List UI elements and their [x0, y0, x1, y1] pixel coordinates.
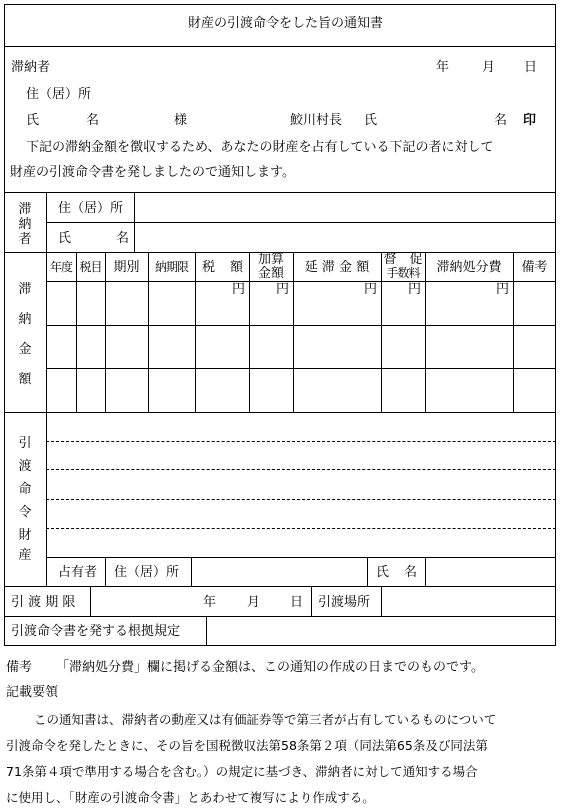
amount-side-char-3: 金 [18, 342, 32, 357]
official-seal: 印 [523, 113, 537, 128]
amount-header-bottom [46, 281, 556, 282]
property-line-4 [46, 528, 556, 529]
property-section-bottom [4, 586, 556, 587]
taxpayer-name-label-2: 名 [116, 231, 130, 246]
body-text-line-2: 財産の引渡命令書を発しましたので通知します。 [10, 165, 295, 180]
remark-text: 「滞納処分費」欄に掲げる金額は、この通知の作成の日までのものです。 [56, 660, 484, 675]
taxpayer-label: 滞納者 [11, 60, 51, 75]
remark-label: 備考 [6, 660, 33, 675]
amount-side-divider [46, 252, 47, 586]
amount-row-divider-2 [46, 368, 556, 369]
property-side-char-3: 命 [18, 482, 32, 497]
delivery-divider-1 [90, 586, 91, 616]
delivery-divider-2 [311, 586, 312, 616]
delivery-divider-3 [381, 586, 382, 616]
property-line-2 [46, 469, 556, 470]
date-year: 年 [436, 60, 450, 75]
col-header-delinquent: 延 滞 金 額 [304, 260, 370, 275]
col-header-demand-2: 手数料 [386, 266, 420, 280]
col-header-tax-amount-2: 額 [230, 260, 244, 275]
possessor-divider-3 [367, 557, 368, 586]
possessor-address-label: 住（居）所 [114, 565, 180, 580]
amount-col-divider-1 [76, 252, 77, 412]
col-header-additional-1: 加算 [257, 252, 284, 267]
form-title: 財産の引渡命令をした旨の通知書 [188, 16, 384, 31]
delivery-row-bottom [4, 616, 556, 617]
property-side-char-5: 財 [18, 528, 32, 543]
title-divider [4, 46, 556, 47]
yen-demand: 円 [407, 282, 421, 297]
yen-disposition: 円 [495, 282, 509, 297]
taxpayer-row-divider [46, 222, 556, 223]
amount-col-divider-8 [425, 252, 426, 412]
delivery-day: 日 [290, 595, 304, 610]
possessor-divider-1 [105, 557, 106, 586]
yen-tax-amount: 円 [231, 282, 245, 297]
instructions-line-1: この通知書は、滞納者の動産又は有価証券等で第三者が占有しているものについて [34, 712, 497, 727]
mayor-name-label-1: 氏 [364, 113, 378, 128]
delivery-period-label: 引 渡 期 限 [11, 595, 76, 610]
amount-row-divider-1 [46, 325, 556, 326]
instructions-line-3: 71条第４項で準用する場合を含む。）の規定に基づき、滞納者に対して通知する場合 [6, 764, 478, 779]
possessor-divider-2 [191, 557, 192, 586]
taxpayer-side-char-3: 者 [18, 232, 32, 247]
body-text-line-1: 下記の滞納金額を徴収するため、あなたの財産を占有している下記の者に対して [26, 140, 494, 155]
taxpayer-name-label-1: 氏 [58, 231, 72, 246]
delivery-month: 月 [247, 595, 261, 610]
instructions-line-4: に使用し、「財産の引渡命令書」とあわせて複写により作成する。 [6, 790, 375, 805]
header-name-label-1: 氏 [26, 113, 40, 128]
property-side-char-2: 渡 [18, 459, 32, 474]
col-header-period: 期別 [113, 260, 140, 275]
amount-side-char-2: 納 [18, 312, 32, 327]
col-header-demand-1: 督 促 [383, 252, 423, 267]
basis-label: 引渡命令書を発する根拠規定 [11, 624, 181, 639]
amount-col-divider-2 [105, 252, 106, 412]
property-side-char-1: 引 [18, 436, 32, 451]
col-header-due-date: 納期限 [154, 260, 188, 274]
amount-side-char-1: 滞 [18, 282, 32, 297]
basis-divider [206, 616, 207, 646]
possessor-name-label-1: 氏 [376, 565, 390, 580]
property-line-3 [46, 499, 556, 500]
col-header-remarks: 備考 [521, 260, 548, 275]
mayor-name-label-2: 名 [494, 113, 508, 128]
col-header-disposition-cost: 滞納処分費 [436, 260, 502, 275]
possessor-label: 占有者 [58, 565, 98, 580]
header-name-label-2: 名 [86, 113, 100, 128]
mayor-title: 鮫川村長 [290, 113, 343, 128]
date-day: 日 [524, 60, 538, 75]
header-address-label: 住（居）所 [26, 87, 92, 102]
yen-additional: 円 [275, 282, 289, 297]
yen-delinquent: 円 [363, 282, 377, 297]
property-line-1 [46, 441, 556, 442]
col-header-additional-2: 金額 [257, 266, 284, 281]
possessor-divider-4 [425, 557, 426, 586]
amount-section-bottom [4, 412, 556, 413]
date-month: 月 [482, 60, 496, 75]
col-header-tax-item: 税目 [79, 260, 102, 274]
property-side-char-6: 産 [18, 548, 32, 563]
instructions-line-2: 引渡命令を発したときに、その旨を国税徴収法第58条第２項（同法第65条及び同法第 [6, 738, 488, 753]
col-header-fiscal-year: 年度 [49, 260, 72, 274]
possessor-name-label-2: 名 [404, 565, 418, 580]
amount-col-divider-6 [293, 252, 294, 412]
taxpayer-side-char-1: 滞 [18, 202, 32, 217]
instructions-label: 記載要領 [6, 685, 59, 700]
honorific-sama: 様 [174, 113, 188, 128]
taxpayer-side-char-2: 納 [18, 217, 32, 232]
header-divider [4, 192, 556, 193]
amount-col-divider-9 [513, 252, 514, 412]
taxpayer-address-label: 住（居）所 [58, 201, 124, 216]
delivery-year: 年 [203, 595, 217, 610]
col-header-tax-amount-1: 税 [202, 260, 216, 275]
possessor-row-top [46, 557, 556, 558]
amount-side-char-4: 額 [18, 372, 32, 387]
amount-col-divider-3 [148, 252, 149, 412]
amount-col-divider-4 [195, 252, 196, 412]
delivery-place-label: 引渡場所 [318, 595, 371, 610]
property-side-char-4: 令 [18, 505, 32, 520]
